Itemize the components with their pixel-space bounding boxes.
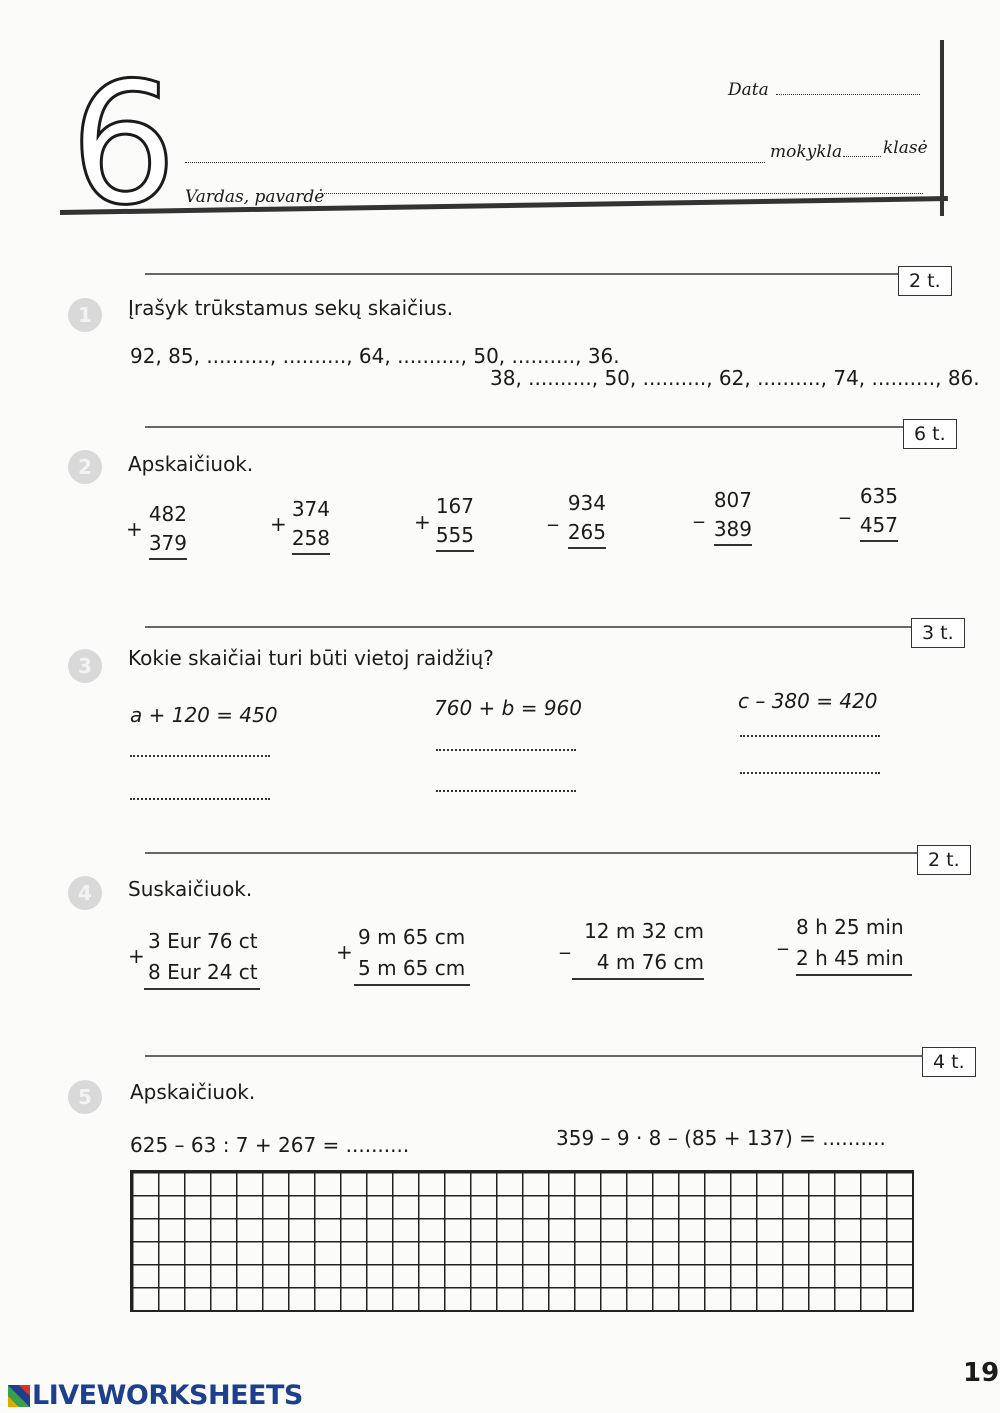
op-sign: _ (694, 499, 704, 523)
answer-line[interactable] (130, 798, 270, 800)
operand-bottom: 265 (568, 518, 606, 549)
equation-c: c – 380 = 420 (738, 689, 878, 713)
name-field[interactable] (318, 181, 923, 194)
operand-bottom: 8 Eur 24 ct (144, 957, 260, 990)
operand-bottom: 4 m 76 cm (572, 947, 704, 980)
op-sign: _ (840, 495, 850, 519)
operand-top: 635 (859, 484, 898, 508)
operand-bottom: 555 (436, 521, 474, 552)
sequence-2: 38, .........., 50, .........., 62, .........., 74, .........., 86. (490, 366, 980, 390)
op-sign: _ (560, 930, 570, 954)
answer-line[interactable] (436, 749, 576, 751)
operand-bottom: 379 (149, 529, 187, 560)
task3-instruction: Kokie skaičiai turi būti vietoj raidžių? (128, 646, 494, 670)
unit-problem (144, 926, 260, 990)
task2-instruction: Apskaičiuok. (128, 452, 254, 476)
expression-2: 359 – 9 · 8 – (85 + 137) = .......... (556, 1126, 886, 1150)
operand-bottom: 457 (860, 511, 898, 542)
answer-line[interactable] (740, 735, 880, 737)
unit-problem (354, 922, 470, 986)
worksheet-number: 6 (70, 46, 177, 242)
task1-instruction: Įrašyk trūkstamus sekų skaičius. (128, 296, 454, 320)
op-sign: + (336, 940, 353, 964)
task2-points: 6 t. (903, 419, 957, 449)
column-problem (432, 492, 474, 552)
column-problem (288, 495, 330, 555)
task4-points: 2 t. (917, 845, 971, 875)
school-label: mokykla (770, 142, 843, 162)
answer-line[interactable] (436, 790, 576, 792)
operand-bottom: 389 (714, 515, 752, 546)
op-sign: + (270, 512, 287, 536)
task3-number: 3 (68, 649, 102, 683)
column-problem (564, 489, 606, 549)
equation-a: a + 120 = 450 (130, 703, 278, 727)
equation-b: 760 + b = 960 (434, 696, 582, 720)
task2-separator (145, 426, 905, 428)
task1-points: 2 t. (898, 266, 952, 296)
logo-icon (8, 1385, 30, 1407)
operand-top: 934 (567, 491, 606, 515)
task3-separator (145, 626, 913, 628)
task5-number: 5 (68, 1080, 102, 1114)
sequence-1: 92, 85, .........., .........., 64, .........., 50, .........., 36. (130, 344, 620, 368)
answer-line[interactable] (130, 755, 270, 757)
task2-number: 2 (68, 450, 102, 484)
expression-1: 625 – 63 : 7 + 267 = .......... (130, 1133, 410, 1157)
column-problem (710, 486, 752, 546)
answer-grid[interactable] (130, 1170, 914, 1312)
logo-text: LIVEWORKSHEETS (32, 1380, 303, 1411)
task3-points: 3 t. (911, 618, 965, 648)
task4-number: 4 (68, 876, 102, 910)
operand-top: 8 h 25 min (796, 915, 904, 939)
operand-top: 9 m 65 cm (358, 925, 466, 949)
task4-separator (145, 852, 918, 854)
operand-bottom: 5 m 65 cm (354, 953, 470, 986)
task5-instruction: Apskaičiuok. (130, 1080, 256, 1104)
operand-bottom: 258 (292, 524, 330, 555)
column-problem (856, 482, 898, 542)
school-field[interactable] (185, 150, 765, 163)
class-field[interactable] (843, 144, 881, 157)
task1-separator (145, 273, 900, 275)
operand-top: 374 (291, 497, 330, 521)
operand-top: 167 (435, 494, 474, 518)
unit-problem (572, 916, 704, 980)
op-sign: + (128, 944, 145, 968)
name-label: Vardas, pavardė (185, 187, 325, 207)
op-sign: _ (778, 926, 788, 950)
column-problem (145, 500, 187, 560)
task5-points: 4 t. (922, 1047, 976, 1077)
op-sign: + (126, 517, 143, 541)
operand-top: 12 m 32 cm (584, 919, 704, 943)
task1-number: 1 (68, 298, 102, 332)
header-frame-right (940, 40, 944, 216)
answer-line[interactable] (740, 772, 880, 774)
class-label: klasė (883, 138, 928, 158)
date-label: Data (728, 80, 769, 100)
task5-separator (145, 1055, 923, 1057)
operand-top: 3 Eur 76 ct (148, 929, 258, 953)
operand-top: 807 (713, 488, 752, 512)
op-sign: + (414, 510, 431, 534)
op-sign: _ (548, 502, 558, 526)
date-field[interactable] (776, 82, 920, 95)
page-number: 19 (963, 1358, 1000, 1388)
liveworksheets-logo (8, 1380, 303, 1411)
task4-instruction: Suskaičiuok. (128, 877, 253, 901)
operand-top: 482 (148, 502, 187, 526)
operand-bottom: 2 h 45 min (796, 943, 912, 976)
unit-problem (796, 912, 914, 976)
